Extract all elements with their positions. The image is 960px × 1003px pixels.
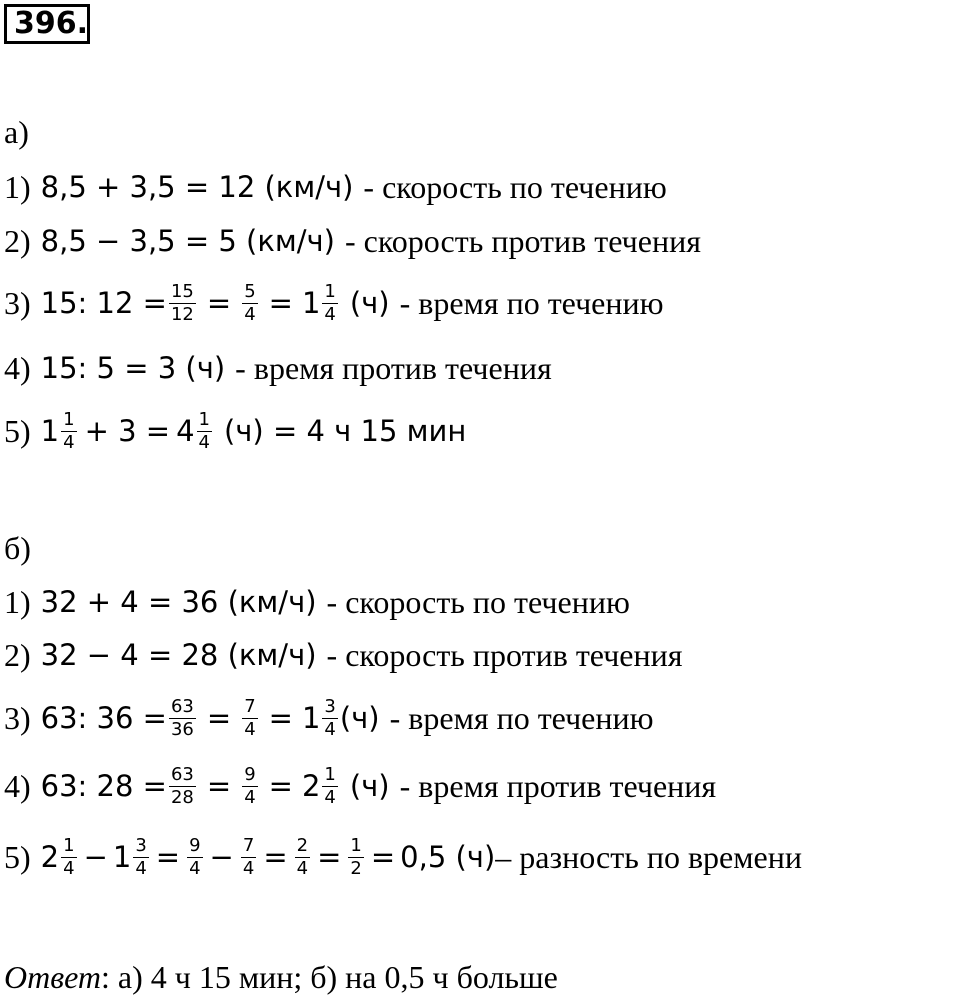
mixed-number: 1 $\frac{1}{4}$ <box>301 280 336 325</box>
part-b-label <box>4 526 31 570</box>
line-text: - время против течения <box>399 767 717 804</box>
unit: (ч) <box>349 769 390 803</box>
unit: (ч) <box>339 701 380 735</box>
math-expression: 15: 5 = 3 (ч) <box>40 351 226 385</box>
line-index: 4) <box>4 349 31 386</box>
fraction: $\frac{9}{4}$ <box>189 834 201 879</box>
answer-line <box>4 955 558 999</box>
fraction: $\frac{7}{4}$ <box>242 834 255 879</box>
mixed-number: 4 $\frac{1}{4}$ <box>176 408 210 453</box>
math-expression: 32 − 4 = 28 (км/ч) <box>40 638 317 672</box>
line-index: 2) <box>4 222 31 259</box>
line-text: – разность по времени <box>495 838 802 875</box>
part-b-line-2 <box>4 633 682 677</box>
line-index: 1) <box>4 583 31 620</box>
math-expression: 63: 36 = <box>40 701 167 735</box>
part-a-line-3: 3) 15: 12 = $\frac{15}{12}$ = $\frac{5}{4}$ = 1 $\frac{1}{4}$ (ч) - время по течению <box>4 280 664 325</box>
math-expression: (ч) = 4 ч 15 мин <box>223 414 467 448</box>
part-a-line-4 <box>4 346 552 390</box>
mixed-number: 1 $\frac{1}{4}$ <box>40 408 75 453</box>
part-b-label-text: б) <box>4 529 31 566</box>
math-expression: 8,5 + 3,5 = 12 (км/ч) <box>40 170 354 204</box>
line-text: - скорость против течения <box>326 636 683 673</box>
part-b-line-3: 3) 63: 36 = $\frac{63}{36}$ = $\frac{7}{4}$ = 1 $\frac{3}{4}$ (ч) - время по течению <box>4 695 654 740</box>
line-text: - скорость по течению <box>363 168 667 205</box>
problem-number: 396. <box>4 4 90 44</box>
line-index: 3) <box>4 699 31 736</box>
line-index: 1) <box>4 168 31 205</box>
math-expression: 63: 28 = <box>40 769 167 803</box>
line-text: - время против течения <box>235 349 552 386</box>
mixed-number: 1 $\frac{3}{4}$ <box>112 834 147 879</box>
part-b-line-1 <box>4 580 630 624</box>
math-expression: 8,5 − 3,5 = 5 (км/ч) <box>40 224 335 258</box>
line-index: 5) <box>4 412 31 449</box>
fraction: $\frac{7}{4}$ <box>244 695 256 740</box>
line-text: - скорость против течения <box>344 222 701 259</box>
math-expression: + 3 = <box>84 414 171 448</box>
fraction: $\frac{1}{2}$ <box>350 834 362 879</box>
fraction: $\frac{2}{4}$ <box>296 834 309 879</box>
math-expression: 15: 12 = <box>40 286 167 320</box>
line-text: - скорость по течению <box>326 583 630 620</box>
math-expression: 0,5 (ч) <box>400 840 496 874</box>
line-text: - время по течению <box>389 699 654 736</box>
part-a-line-1 <box>4 165 667 209</box>
line-index: 5) <box>4 838 31 875</box>
part-a-line-5 <box>4 409 466 453</box>
mixed-number: 1 $\frac{3}{4}$ <box>301 695 336 740</box>
line-text: - время по течению <box>399 284 664 321</box>
part-a-line-2 <box>4 219 701 263</box>
fraction: $\frac{5}{4}$ <box>244 280 256 325</box>
line-index: 3) <box>4 284 31 321</box>
fraction: $\frac{9}{4}$ <box>244 763 256 808</box>
fraction: $\frac{63}{36}$ <box>170 695 194 740</box>
part-a-label <box>4 110 29 154</box>
answer-label: Ответ <box>4 958 101 995</box>
line-index: 4) <box>4 767 31 804</box>
fraction: $\frac{63}{28}$ <box>170 763 194 808</box>
mixed-number: 2 $\frac{1}{4}$ <box>301 763 336 808</box>
part-a-label-text: а) <box>4 113 29 150</box>
line-index: 2) <box>4 636 31 673</box>
part-b-line-4: 4) 63: 28 = $\frac{63}{28}$ = $\frac{9}{4}$ = 2 $\frac{1}{4}$ (ч) - время против течения <box>4 763 717 808</box>
part-b-line-5: 5) 2 $\frac{1}{4}$ − 1 $\frac{3}{4}$ = $\frac{9}{4}$ − $\frac{7}{4}$ = $\frac{2}{4}$ = $\frac{1}{2}$ = 0,5 (ч) – разность по времени <box>4 834 802 879</box>
math-expression: 32 + 4 = 36 (км/ч) <box>40 585 317 619</box>
fraction: $\frac{15}{12}$ <box>170 280 194 325</box>
answer-text: : а) 4 ч 15 мин; б) на 0,5 ч больше <box>101 958 558 995</box>
unit: (ч) <box>349 286 390 320</box>
mixed-number: 2 $\frac{1}{4}$ <box>40 834 75 879</box>
